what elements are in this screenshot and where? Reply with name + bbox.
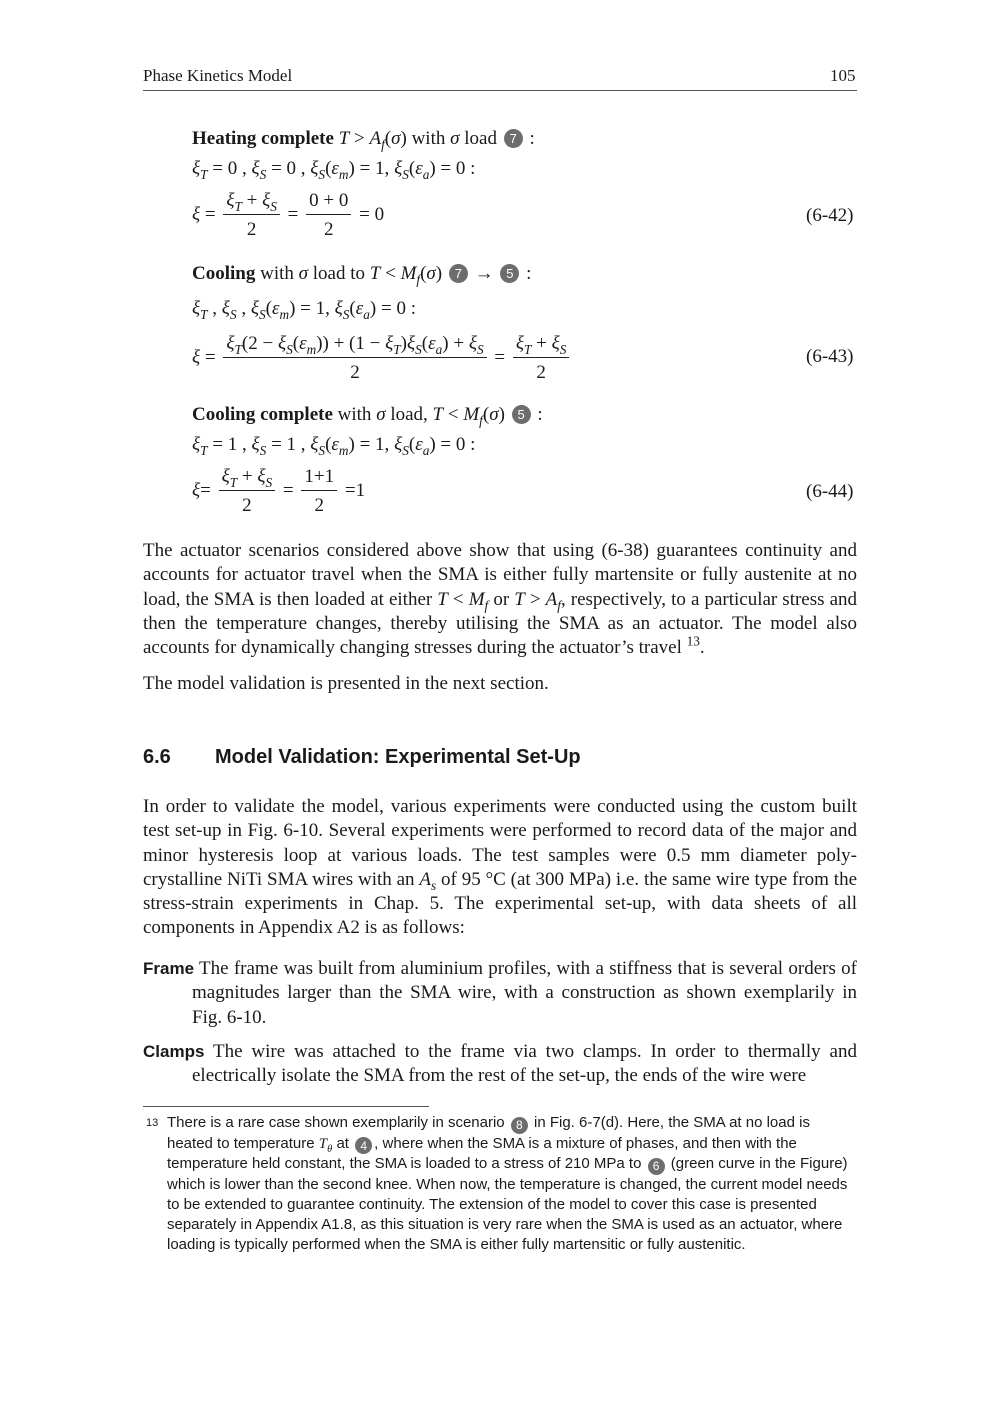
scenario1-assignment: $\xi_T = 0$ , $\xi_S = 0$ , $\xi_S(\varepsilon_m) = 1$, $\xi_S(\varepsilon_a) = 0$ : (192, 158, 476, 182)
equation-6-44: ξ= $\frac{\xi_T + \xi_S}{2}$ = $\frac{1+1}{2}$ =1 (192, 466, 366, 516)
scenario3-assignment: $\xi_T = 1$ , $\xi_S = 1$ , $\xi_S(\varepsilon_m) = 1$, $\xi_S(\varepsilon_a) = 0$ : (192, 434, 476, 458)
section-number: 6.6 (143, 746, 171, 768)
page-number: 105 (830, 66, 856, 85)
list-item-frame: Frame The frame was built from aluminium profiles, with a stiffness that is several orders of magnitudes larger than the SMA wire, with a construction as shown exemplarily in Fig. 6-10. (143, 958, 857, 1028)
footnote-ref-13[interactable]: 13 (686, 633, 700, 649)
scenario-heading-heating-complete: Heating complete $T > A_f(\sigma)$ with σ load 7 : (192, 128, 535, 152)
equation-6-43: ξ = $\frac{\xi_T(2 - \xi_S(\varepsilon_m)) + (1 - \xi_T)\xi_S(\varepsilon_a) + \xi_S}{2}$ = $\frac{\xi_T + \xi_S}{2}$ (192, 333, 572, 384)
scenario2-assignment: $\xi_T$ , $\xi_S$ , $\xi_S(\varepsilon_m) = 1$, $\xi_S(\varepsilon_a) = 0$ : (192, 298, 416, 322)
equation-number-6-43: (6-43) (806, 346, 854, 367)
scenario-heading-cooling: Cooling with σ load to $T < M_f(\sigma) 7 \to 5$ : (192, 263, 532, 287)
marker-5-icon: 5 (500, 264, 519, 283)
marker-4-icon: 4 (355, 1137, 372, 1154)
section-title: Model Validation: Experimental Set-Up (215, 746, 581, 768)
footnote-13: 13 There is a rare case shown exemplarily in scenario 8 in Fig. 6-7(d). Here, the SMA at no load is heated to temperature $T_\theta$ at 4 , where when the SMA is a mixture of phases, and then with the temperature held constant, the SMA is loaded to a stress of 210 MPa to 6 (green curve in the Figure) which is lower than the second knee. When now, the temperature is changed, the current model needs to be extended to guarantee continuity. The extension of the model to cover this case is presented separately in Appendix A1.8, as this situation is very rare when the SMA is used as an actuator, where loading is typically performed when the SMA is either fully martensitic or fully austenitic. (146, 1114, 848, 1253)
paragraph-model-validation: The model validation is presented in the next section. (143, 673, 549, 694)
running-title: Phase Kinetics Model (143, 66, 293, 85)
footnote-rule (143, 1106, 429, 1107)
scenario-heading-cooling-complete: Cooling complete with σ load, $T < M_f(\sigma)$ 5 : (192, 404, 543, 428)
header-rule (143, 90, 857, 91)
paragraph-validation-setup: In order to validate the model, various experiments were conducted using the custom built test set-up in Fig. 6-10. Several experiments were performed to record data of the major and minor hysteresis loop at various loads. The test samples were 0.5 mm diameter poly-crystalline NiTi SMA wires with an $A_s$ of 95 °C (at 300 MPa) i.e. the same wire type from the stress-strain experiments in Chap. 5. The experimental set-up, with data sheets of all components in Appendix A2 is as follows: (143, 796, 858, 939)
paragraph-actuator-scenarios: The actuator scenarios considered above show that using (6-38) guarantees continuity and accounts for actuator travel when the SMA is either fully martensite or fully austenite at no load, the SMA is then loaded at either $T < M_f$ or $T > A_f$, respectively, to a particular stress and then the temperature changes, thereby utilising the SMA as an actuator. The model also accounts for dynamically changing stresses during the actuator’s travel $^{13}$. (143, 540, 858, 659)
marker-6-icon: 6 (648, 1158, 665, 1175)
equation-number-6-44: (6-44) (806, 481, 854, 502)
term-frame: Frame (143, 959, 195, 978)
marker-5-icon: 5 (512, 405, 531, 424)
marker-7-icon: 7 (504, 129, 523, 148)
list-item-clamps: Clamps The wire was attached to the frame via two clamps. In order to thermally and electrically isolate the SMA from the rest of the set-up, the ends of the wire were (143, 1041, 857, 1087)
footnote-number: 13 (146, 1117, 159, 1129)
marker-7-icon: 7 (449, 264, 468, 283)
term-clamps: Clamps (143, 1042, 205, 1061)
equation-number-6-42: (6-42) (806, 205, 854, 226)
marker-8-icon: 8 (511, 1117, 528, 1134)
equation-6-42: ξ = $\frac{\xi_T + \xi_S}{2}$ = $\frac{0 + 0}{2}$ = 0 (192, 190, 385, 240)
